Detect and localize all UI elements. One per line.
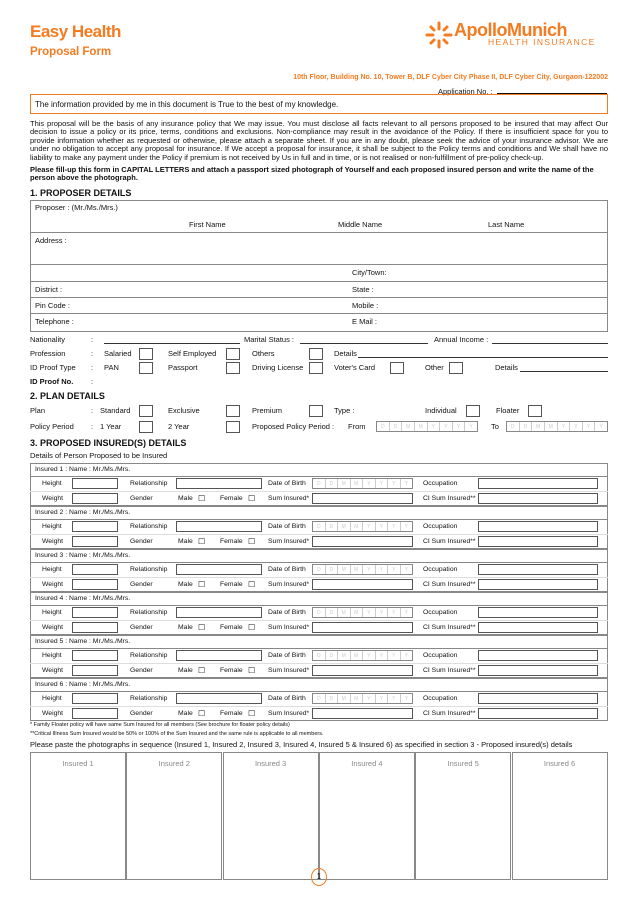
logo-name: ApolloMunich bbox=[454, 20, 567, 40]
to-date-field[interactable]: D D M M Y Y Y Y bbox=[506, 421, 608, 432]
colon: : bbox=[91, 349, 94, 358]
dob-field[interactable]: D D M M Y Y Y Y bbox=[312, 650, 413, 661]
section-3-title: 3. PROPOSED INSURED(S) DETAILS bbox=[30, 438, 187, 448]
photo-slot[interactable] bbox=[223, 752, 319, 880]
sum-insured-field[interactable] bbox=[312, 708, 413, 719]
email-label: E Mail : bbox=[352, 317, 378, 326]
telephone-label: Telephone : bbox=[35, 317, 74, 326]
annual-income-field[interactable] bbox=[492, 343, 608, 344]
other-checkbox[interactable] bbox=[449, 362, 463, 374]
details-label: Details bbox=[334, 349, 357, 358]
male-label: Male bbox=[178, 667, 193, 674]
pincode-label: Pin Code : bbox=[35, 301, 71, 310]
id-details-field[interactable] bbox=[520, 371, 608, 372]
relationship-field[interactable] bbox=[176, 564, 262, 575]
from-label: From bbox=[348, 422, 366, 431]
app-no-field[interactable] bbox=[497, 86, 607, 94]
photo-slot-label: Insured 2 bbox=[158, 759, 190, 768]
female-label: Female bbox=[220, 624, 243, 631]
male-checkbox[interactable]: ☐ bbox=[198, 623, 206, 632]
occupation-field[interactable] bbox=[478, 693, 598, 704]
male-label: Male bbox=[178, 581, 193, 588]
proposer-label: Proposer : (Mr./Ms./Mrs.) bbox=[35, 203, 118, 212]
standard-checkbox[interactable] bbox=[139, 405, 153, 417]
weight-label: Weight bbox=[42, 667, 64, 674]
photo-instruction: Please paste the photographs in sequence (Insured 1, Insured 2, Insured 3, Insured 4, Insured 5 & Insured 6) as specified in section 3 - Proposed insured(s) details bbox=[30, 740, 573, 749]
height-label: Height bbox=[42, 523, 62, 530]
dob-label: Date of Birth bbox=[268, 609, 306, 616]
weight-label: Weight bbox=[42, 495, 64, 502]
occupation-label: Occupation bbox=[423, 695, 458, 702]
dob-label: Date of Birth bbox=[268, 480, 306, 487]
sum-insured-label: Sum Insured* bbox=[268, 581, 310, 588]
height-field[interactable] bbox=[72, 521, 118, 532]
male-label: Male bbox=[178, 624, 193, 631]
page-number: 1 bbox=[311, 868, 327, 886]
declaration-box bbox=[30, 94, 608, 114]
ci-sum-insured-label: CI Sum Insured** bbox=[423, 538, 476, 545]
female-checkbox[interactable]: ☐ bbox=[248, 494, 256, 503]
policy-period-label: Policy Period bbox=[30, 422, 74, 431]
instruction-paragraph: Please fill-up this form in CAPITAL LETTERS and attach a passport sized photograph of Yourself and each proposed insured person and write the name of the person above the photograph. bbox=[30, 165, 594, 183]
declaration-text: The information provided by me in this document is True to the best of my knowledge. bbox=[35, 100, 339, 109]
female-label: Female bbox=[220, 667, 243, 674]
standard-label: Standard bbox=[100, 406, 131, 415]
first-name-label: First Name bbox=[189, 220, 226, 229]
ci-sum-insured-label: CI Sum Insured** bbox=[423, 495, 476, 502]
one-year-checkbox[interactable] bbox=[139, 421, 153, 433]
floater-checkbox[interactable] bbox=[528, 405, 542, 417]
sum-insured-field[interactable] bbox=[312, 536, 413, 547]
from-date-field[interactable]: D D M M Y Y Y Y bbox=[376, 421, 478, 432]
photo-slot[interactable] bbox=[319, 752, 415, 880]
exclusive-label: Exclusive bbox=[168, 406, 200, 415]
colon: : bbox=[91, 422, 94, 431]
product-title: Easy Health bbox=[30, 22, 121, 41]
weight-label: Weight bbox=[42, 538, 64, 545]
photo-slot-label: Insured 5 bbox=[447, 759, 479, 768]
insured-name-label: Insured 6 : Name : Mr./Ms./Mrs. bbox=[35, 681, 131, 688]
female-checkbox[interactable]: ☐ bbox=[248, 580, 256, 589]
gender-label: Gender bbox=[130, 495, 153, 502]
city-label: City/Town: bbox=[352, 268, 387, 277]
occupation-label: Occupation bbox=[423, 566, 458, 573]
relationship-label: Relationship bbox=[130, 652, 168, 659]
marital-status-field[interactable] bbox=[300, 343, 428, 344]
gender-label: Gender bbox=[130, 624, 153, 631]
state-label: State : bbox=[352, 285, 374, 294]
type-label: Type : bbox=[334, 406, 355, 415]
dob-field[interactable]: D D M M Y Y Y Y bbox=[312, 607, 413, 618]
colon: : bbox=[91, 406, 94, 415]
female-checkbox[interactable]: ☐ bbox=[248, 709, 256, 718]
logo-tagline: HEALTH INSURANCE bbox=[488, 37, 596, 47]
insured-name-label: Insured 1 : Name : Mr./Ms./Mrs. bbox=[35, 466, 131, 473]
app-no-label: Application No. : bbox=[438, 87, 493, 96]
weight-field[interactable] bbox=[72, 493, 118, 504]
height-label: Height bbox=[42, 652, 62, 659]
occupation-label: Occupation bbox=[423, 609, 458, 616]
relationship-label: Relationship bbox=[130, 609, 168, 616]
marital-status-label: Marital Status : bbox=[244, 335, 295, 344]
footnote-floater: * Family Floater policy will have same Sum Insured for all members (See brochure for floater policy details) bbox=[30, 722, 290, 728]
self-employed-checkbox[interactable] bbox=[226, 348, 240, 360]
profession-label: Profession bbox=[30, 349, 66, 358]
dob-field[interactable]: D D M M Y Y Y Y bbox=[312, 564, 413, 575]
female-checkbox[interactable]: ☐ bbox=[248, 623, 256, 632]
annual-income-label: Annual Income : bbox=[434, 335, 489, 344]
plan-label: Plan bbox=[30, 406, 46, 415]
gender-label: Gender bbox=[130, 538, 153, 545]
pan-checkbox[interactable] bbox=[139, 362, 153, 374]
relationship-label: Relationship bbox=[130, 695, 168, 702]
nationality-label: Nationality bbox=[30, 335, 66, 344]
proposed-period-label: Proposed Policy Period : bbox=[252, 422, 335, 431]
nationality-field[interactable] bbox=[104, 343, 240, 344]
male-checkbox[interactable]: ☐ bbox=[198, 494, 206, 503]
sum-insured-label: Sum Insured* bbox=[268, 538, 310, 545]
photo-slot-label: Insured 3 bbox=[254, 759, 287, 768]
footnote-ci: **Critical Illness Sum Insured would be 50% or 100% of the Sum Insured and the same rule is applicable to all members. bbox=[30, 731, 324, 737]
male-checkbox[interactable]: ☐ bbox=[198, 709, 206, 718]
photo-slot[interactable] bbox=[126, 752, 222, 880]
gender-label: Gender bbox=[130, 581, 153, 588]
weight-label: Weight bbox=[42, 624, 64, 631]
weight-field[interactable] bbox=[72, 665, 118, 676]
female-checkbox[interactable]: ☐ bbox=[248, 537, 256, 546]
profession-details-field[interactable] bbox=[358, 357, 608, 358]
height-label: Height bbox=[42, 695, 62, 702]
gender-label: Gender bbox=[130, 667, 153, 674]
female-label: Female bbox=[220, 581, 243, 588]
height-label: Height bbox=[42, 480, 62, 487]
sum-insured-label: Sum Insured* bbox=[268, 495, 310, 502]
ci-sum-insured-field[interactable] bbox=[478, 579, 598, 590]
photo-slot-label: Insured 4 bbox=[351, 759, 383, 768]
occupation-field[interactable] bbox=[478, 478, 598, 489]
voters-card-label: Voter's Card bbox=[334, 363, 376, 372]
mobile-label: Mobile : bbox=[352, 301, 379, 310]
dob-label: Date of Birth bbox=[268, 566, 306, 573]
two-year-checkbox[interactable] bbox=[226, 421, 240, 433]
relationship-field[interactable] bbox=[176, 693, 262, 704]
insured-name-label: Insured 5 : Name : Mr./Ms./Mrs. bbox=[35, 638, 131, 645]
dob-label: Date of Birth bbox=[268, 695, 306, 702]
sum-insured-label: Sum Insured* bbox=[268, 710, 310, 717]
self-employed-label: Self Employed bbox=[168, 349, 217, 358]
ci-sum-insured-label: CI Sum Insured** bbox=[423, 581, 476, 588]
to-label: To bbox=[491, 422, 499, 431]
gender-label: Gender bbox=[130, 710, 153, 717]
height-label: Height bbox=[42, 609, 62, 616]
female-label: Female bbox=[220, 495, 243, 502]
dob-label: Date of Birth bbox=[268, 523, 306, 530]
sum-insured-field[interactable] bbox=[312, 622, 413, 633]
premium-checkbox[interactable] bbox=[309, 405, 323, 417]
section-3-subtitle: Details of Person Proposed to be Insured bbox=[30, 451, 168, 460]
individual-checkbox[interactable] bbox=[466, 405, 480, 417]
occupation-field[interactable] bbox=[478, 564, 598, 575]
insured-name-label: Insured 2 : Name : Mr./Ms./Mrs. bbox=[35, 509, 131, 516]
id-proof-no-label: ID Proof No. bbox=[30, 377, 74, 386]
occupation-field[interactable] bbox=[478, 607, 598, 618]
passport-label: Passport bbox=[168, 363, 198, 372]
dob-field[interactable]: D D M M Y Y Y Y bbox=[312, 521, 413, 532]
id-proof-type-label: ID Proof Type bbox=[30, 363, 76, 372]
district-label: District : bbox=[35, 285, 63, 294]
photo-slot[interactable] bbox=[415, 752, 511, 880]
occupation-field[interactable] bbox=[478, 650, 598, 661]
middle-name-label: Middle Name bbox=[338, 220, 383, 229]
sum-insured-field[interactable] bbox=[312, 493, 413, 504]
ci-sum-insured-field[interactable] bbox=[478, 493, 598, 504]
relationship-field[interactable] bbox=[176, 650, 262, 661]
height-label: Height bbox=[42, 566, 62, 573]
colon: : bbox=[91, 363, 94, 372]
sum-insured-label: Sum Insured* bbox=[268, 667, 310, 674]
other-label: Other bbox=[425, 363, 444, 372]
weight-field[interactable] bbox=[72, 579, 118, 590]
occupation-field[interactable] bbox=[478, 521, 598, 532]
dob-field[interactable]: D D M M Y Y Y Y bbox=[312, 693, 413, 704]
relationship-label: Relationship bbox=[130, 523, 168, 530]
salaried-label: Salaried bbox=[104, 349, 132, 358]
occupation-label: Occupation bbox=[423, 480, 458, 487]
weight-label: Weight bbox=[42, 581, 64, 588]
relationship-label: Relationship bbox=[130, 566, 168, 573]
sum-insured-label: Sum Insured* bbox=[268, 624, 310, 631]
colon: : bbox=[91, 377, 94, 386]
photo-slot[interactable] bbox=[512, 752, 608, 880]
company-address: 10th Floor, Building No. 10, Tower B, DLF Cyber City Phase II, DLF Cyber City, Gurgaon-122002 bbox=[293, 74, 608, 81]
pan-label: PAN bbox=[104, 363, 119, 372]
photo-slot-label: Insured 6 bbox=[543, 759, 576, 768]
premium-label: Premium bbox=[252, 406, 283, 415]
photo-slot[interactable] bbox=[30, 752, 126, 880]
height-field[interactable] bbox=[72, 478, 118, 489]
height-field[interactable] bbox=[72, 564, 118, 575]
id-details-label: Details bbox=[495, 363, 518, 372]
sum-insured-field[interactable] bbox=[312, 665, 413, 676]
colon: : bbox=[91, 335, 94, 344]
female-label: Female bbox=[220, 710, 243, 717]
female-checkbox[interactable]: ☐ bbox=[248, 666, 256, 675]
occupation-label: Occupation bbox=[423, 523, 458, 530]
ci-sum-insured-label: CI Sum Insured** bbox=[423, 624, 476, 631]
two-year-label: 2 Year bbox=[168, 422, 190, 431]
insured-name-label: Insured 4 : Name : Mr./Ms./Mrs. bbox=[35, 595, 131, 602]
height-field[interactable] bbox=[72, 693, 118, 704]
ci-sum-insured-field[interactable] bbox=[478, 536, 598, 547]
company-logo bbox=[418, 20, 608, 68]
relationship-field[interactable] bbox=[176, 521, 262, 532]
sum-insured-field[interactable] bbox=[312, 579, 413, 590]
passport-checkbox[interactable] bbox=[226, 362, 240, 374]
dob-label: Date of Birth bbox=[268, 652, 306, 659]
weight-field[interactable] bbox=[72, 708, 118, 719]
relationship-label: Relationship bbox=[130, 480, 168, 487]
weight-field[interactable] bbox=[72, 536, 118, 547]
male-checkbox[interactable]: ☐ bbox=[198, 580, 206, 589]
female-label: Female bbox=[220, 538, 243, 545]
others-checkbox[interactable] bbox=[309, 348, 323, 360]
exclusive-checkbox[interactable] bbox=[226, 405, 240, 417]
driving-license-label: Driving License bbox=[252, 363, 304, 372]
sunburst-icon bbox=[424, 20, 454, 50]
male-label: Male bbox=[178, 538, 193, 545]
height-field[interactable] bbox=[72, 607, 118, 618]
dob-field[interactable]: D D M M Y Y Y Y bbox=[312, 478, 413, 489]
form-subtitle: Proposal Form bbox=[30, 46, 112, 58]
address-label: Address : bbox=[35, 236, 67, 245]
voters-card-checkbox[interactable] bbox=[390, 362, 404, 374]
weight-field[interactable] bbox=[72, 622, 118, 633]
floater-label: Floater bbox=[496, 406, 520, 415]
last-name-label: Last Name bbox=[488, 220, 525, 229]
male-checkbox[interactable]: ☐ bbox=[198, 537, 206, 546]
one-year-label: 1 Year bbox=[100, 422, 122, 431]
ci-sum-insured-label: CI Sum Insured** bbox=[423, 667, 476, 674]
ci-sum-insured-field[interactable] bbox=[478, 665, 598, 676]
relationship-field[interactable] bbox=[176, 478, 262, 489]
male-label: Male bbox=[178, 495, 193, 502]
section-1-title: 1. PROPOSER DETAILS bbox=[30, 188, 132, 198]
weight-label: Weight bbox=[42, 710, 64, 717]
male-label: Male bbox=[178, 710, 193, 717]
photo-slot-label: Insured 1 bbox=[62, 759, 94, 768]
others-label: Others bbox=[252, 349, 275, 358]
occupation-label: Occupation bbox=[423, 652, 458, 659]
individual-label: Individual bbox=[425, 406, 457, 415]
ci-sum-insured-field[interactable] bbox=[478, 708, 598, 719]
male-checkbox[interactable]: ☐ bbox=[198, 666, 206, 675]
driving-license-checkbox[interactable] bbox=[309, 362, 323, 374]
salaried-checkbox[interactable] bbox=[139, 348, 153, 360]
section-2-title: 2. PLAN DETAILS bbox=[30, 391, 105, 401]
relationship-field[interactable] bbox=[176, 607, 262, 618]
intro-paragraph: This proposal will be the basis of any insurance policy that We may issue. You must disclose all facts relevant to all persons proposed to be insured that may affect Our decision to issue a policy or its price, terms, conditions and exclusions. Non-compliance may result in the avoidance of the Policy. If there is insufficient space for you to provide information whether as requested or otherwise, please attach a separate sheet. If you are in any doubt, please seek the advice of your insurance advisor. We are under no obligation to accept any proposal for insurance. If We accept a proposal for insurance, it shall be subject to the Policy terms and conditions and We shall have no liability to make any payment under the Policy if premium is not received by Us in full and in time, or is not realised or non-fulfillment of pre-policy check-up. bbox=[30, 119, 608, 162]
ci-sum-insured-label: CI Sum Insured** bbox=[423, 710, 476, 717]
ci-sum-insured-field[interactable] bbox=[478, 622, 598, 633]
insured-name-label: Insured 3 : Name : Mr./Ms./Mrs. bbox=[35, 552, 131, 559]
height-field[interactable] bbox=[72, 650, 118, 661]
